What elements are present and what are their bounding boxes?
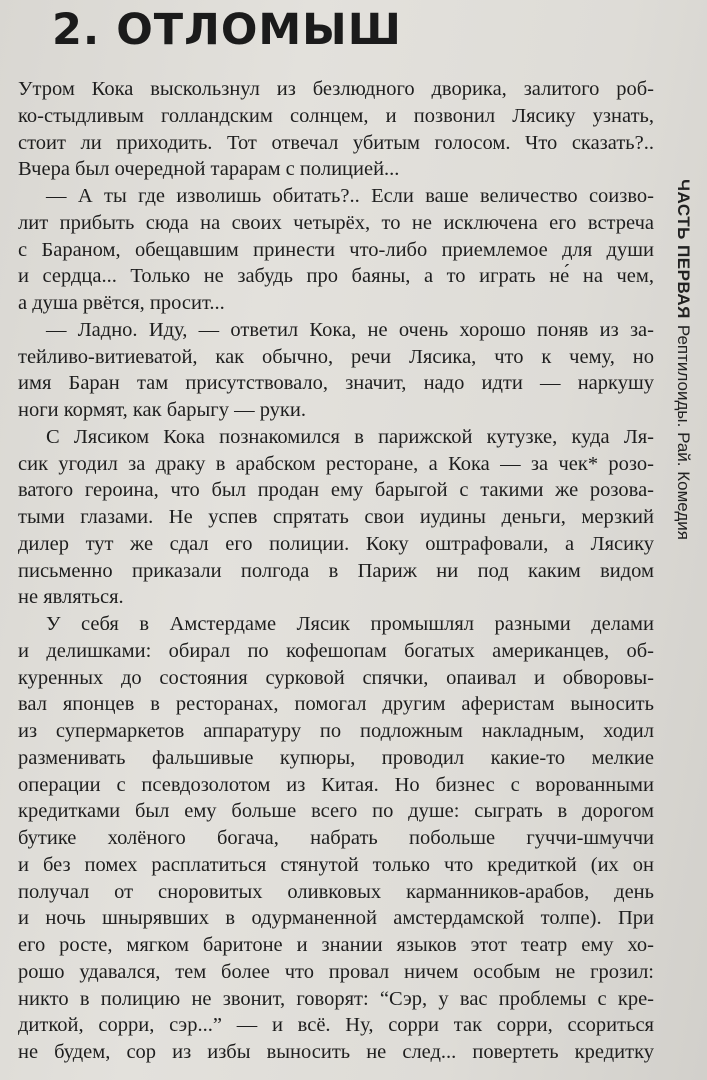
text-line: дилер тут же сдал его полиции. Коку оштрафовали, а Лясику [18,532,654,555]
text-line: его росте, мягком баритоне и знании языков этот театр ему хо- [18,934,654,956]
text-line: из супермаркетов аппаратуру по подложным накладным, ходил [18,720,654,742]
text-line: а душа рвётся, просит... [18,292,225,314]
text-line: разменивать фальшивые купюры, проводил какие-то мелкие [18,746,654,769]
text-line: никто в полицию не звонит, говорят: “Сэр, у вас проблемы с кре- [18,987,654,1010]
text-line: ко-стыдливым голландским солнцем, и позвонил Лясику узнать, [18,104,654,127]
running-header-part: ЧАСТЬ ПЕРВАЯ [674,179,693,319]
text-line: письменно приказали полгода в Париж ни под каким видом [18,559,654,582]
text-line: — А ты где изволишь обитать?.. Если ваше величество соизво- [46,185,654,207]
chapter-title: 2. ОТЛОМЫШ [52,5,402,55]
text-line: и без помех расплатиться стянутой только что кредиткой (их он [18,853,654,876]
text-line: получал от сноровитых оливковых карманников-арабов, день [18,880,654,903]
text-line: Утром Кока выскользнул из безлюдного дворика, залитого роб- [18,78,654,100]
text-line: С Лясиком Кока познакомился в парижской кутузке, куда Ля- [46,425,654,448]
text-line: — Ладно. Иду, — ответил Кока, не очень хорошо поняв из за- [46,318,654,341]
text-line: не являться. [18,586,124,609]
text-line: и сердца... Только не забудь про баяны, а то играть не́ на чем, [18,265,654,288]
text-line: лит прибыть сюда на своих четырёх, то не исключена его встреча [18,211,654,234]
text-line: сик угодил за драку в арабском ресторане, а Кока — за чек* розо- [18,452,654,475]
text-line: У себя в Амстердаме Лясик промышлял разными делами [46,613,654,635]
text-line: имя Баран там присутствовало, значит, надо идти — наркушу [18,372,654,395]
text-line: вал японцев в ресторанах, помогал другим аферистам выносить [18,693,654,716]
running-header [673,40,693,540]
text-line: и делишками: обирал по кофешопам богатых американцев, об- [18,639,654,662]
body-text [18,76,654,1066]
text-line: диткой, сорри, сэр...” — и всё. Ну, сорри так сорри, ссориться [18,1014,654,1037]
text-line: и ночь шнырявших в одурманенной амстердамской толпе). При [18,907,654,930]
text-line: не будем, сор из избы выносить не след... повертеть кредитку [18,1041,654,1063]
text-line: куренных до состояния сурковой спячки, опаивал и обворовы- [18,666,654,689]
running-header-subtitle: Рептилоиды. Рай. Комедия [674,324,693,540]
text-line: бутике холёного богача, набрать побольше гуччи-шмуччи [18,827,654,849]
text-line: Вчера был очередной тарарам с полицией... [18,158,400,181]
text-line: тыми глазами. Не успев спрятать свои иудины деньги, мерзкий [18,506,654,528]
text-line: стоит ли приходить. Тот отвечал убитым голосом. Что сказать?.. [18,131,654,154]
text-line: ноги кормят, как барыгу — руки. [18,399,306,421]
text-line: кредитками был ему больше всего по душе: сыграть в дорогом [18,800,654,823]
text-line: рошо удавался, тем более что провал ничем особым не грозил: [18,960,654,983]
text-line: ватого героина, что был продан ему барыгой с такими же розова- [18,479,654,502]
text-line: операции с псевдозолотом из Китая. Но бизнес с ворованными [18,773,654,796]
text-line: с Бараном, обещавшим принести что-либо приемлемое для души [18,238,654,261]
text-line: тейливо-витиеватой, как обычно, речи Лясика, что к чему, но [18,345,654,368]
